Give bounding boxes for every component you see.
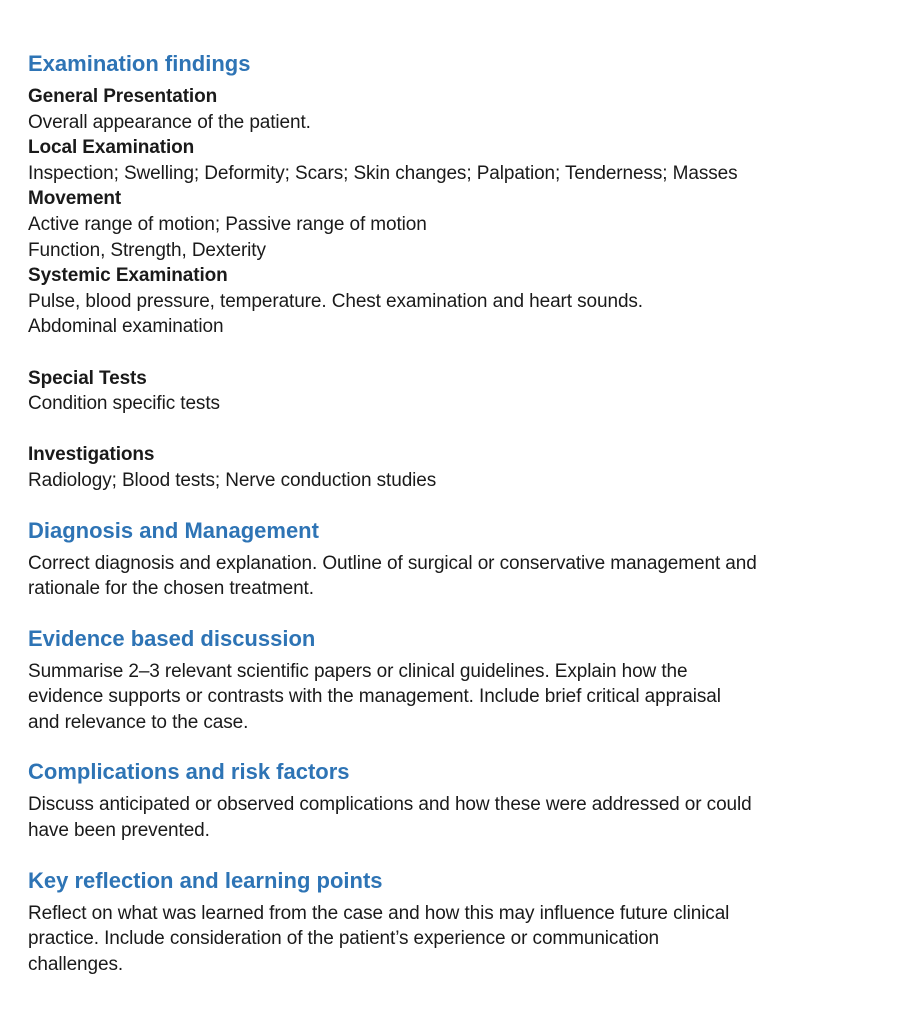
heading-complications-and-risk-factors: Complications and risk factors xyxy=(28,759,350,785)
body-line: and relevance to the case. xyxy=(28,711,249,733)
subheading-investigations: Investigations xyxy=(28,444,155,466)
subheading-general-presentation: General Presentation xyxy=(28,86,218,107)
subheading-special-tests: Special Tests xyxy=(28,367,147,389)
body-line: practice. Include consideration of the patient’s experience or communication xyxy=(28,928,660,950)
body-line: Pulse, blood pressure, temperature. Chest examination and heart sounds. xyxy=(28,290,643,312)
body-line: Active range of motion; Passive range of motion xyxy=(28,213,427,235)
body-line: Radiology; Blood tests; Nerve conduction studies xyxy=(28,469,437,491)
subheading-movement: Movement xyxy=(28,188,122,210)
blank-line xyxy=(28,417,878,443)
body-line: Correct diagnosis and explanation. Outline of surgical or conservative management and xyxy=(28,552,757,574)
body-line: Abdominal examination xyxy=(28,316,224,338)
body-line: Reflect on what was learned from the case and how this may influence future clinical xyxy=(28,902,730,924)
body-line: Overall appearance of the patient. xyxy=(28,111,311,133)
body-line: have been prevented. xyxy=(28,820,210,842)
subheading-systemic-examination: Systemic Examination xyxy=(28,265,228,287)
body-line: Function, Strength, Dexterity xyxy=(28,239,266,261)
body-line: challenges. xyxy=(28,953,124,975)
body-line: evidence supports or contrasts with the management. Include brief critical appraisal xyxy=(28,686,721,708)
subheading-local-examination: Local Examination xyxy=(28,137,195,159)
blank-line xyxy=(28,340,878,366)
heading-key-reflection-and-learning-points: Key reflection and learning points xyxy=(28,867,383,893)
body-line: rationale for the chosen treatment. xyxy=(28,578,314,600)
heading-evidence-based-discussion: Evidence based discussion xyxy=(28,625,316,651)
body-line: Summarise 2–3 relevant scientific papers or clinical guidelines. Explain how the xyxy=(28,660,688,682)
heading-examination-findings: Examination findings xyxy=(28,51,251,76)
heading-diagnosis-and-management: Diagnosis and Management xyxy=(28,517,319,543)
body-line: Inspection; Swelling; Deformity; Scars; Skin changes; Palpation; Tenderness; Masses xyxy=(28,162,738,184)
body-line: Discuss anticipated or observed complications and how these were addressed or could xyxy=(28,794,752,816)
body-line: Condition specific tests xyxy=(28,393,220,415)
